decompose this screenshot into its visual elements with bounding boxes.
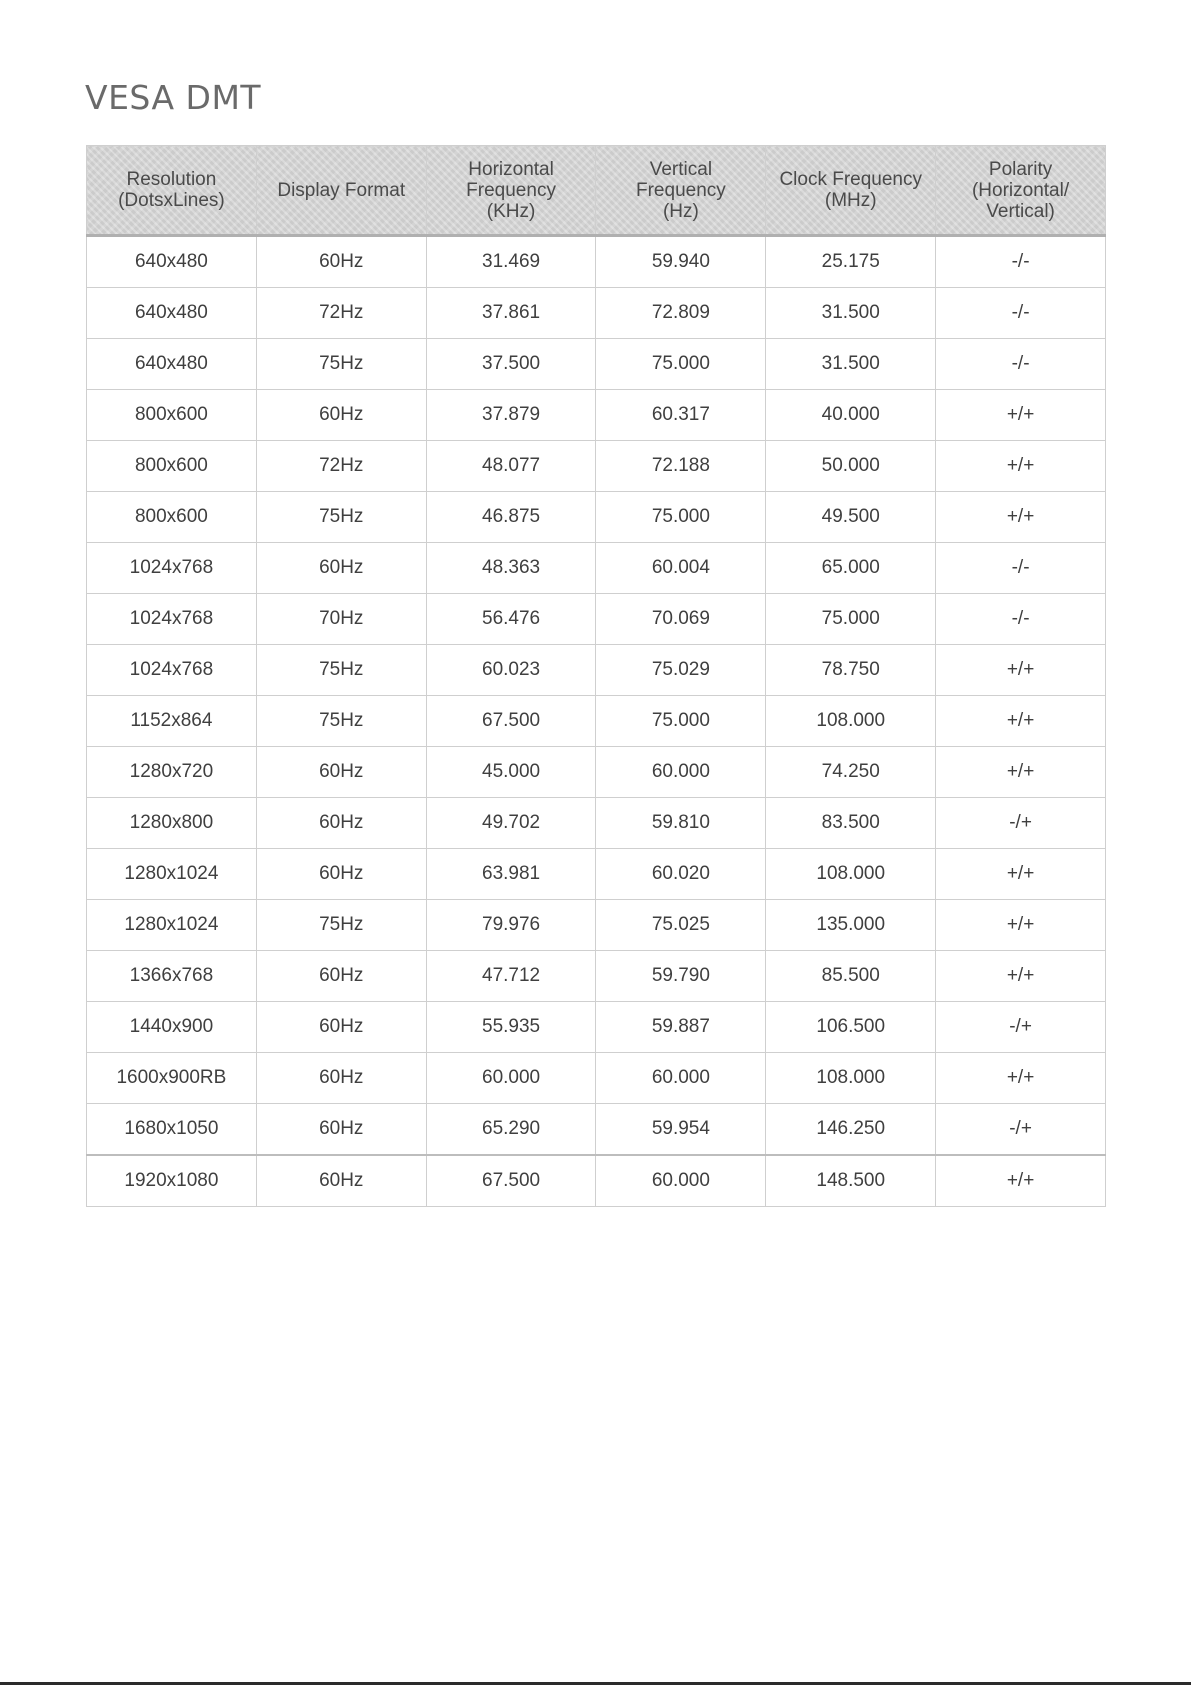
cell-polarity: +/+ (936, 492, 1106, 543)
cell-horizontal-frequency: 37.861 (426, 288, 596, 339)
cell-resolution: 640x480 (87, 236, 257, 288)
cell-display-format: 60Hz (256, 1002, 426, 1053)
table-row (87, 492, 1106, 543)
cell-resolution: 1920x1080 (87, 1155, 257, 1207)
cell-vertical-frequency: 60.000 (596, 747, 766, 798)
header-line: Polarity (988, 158, 1053, 180)
table-row (87, 1104, 1106, 1156)
cell-horizontal-frequency: 37.879 (426, 390, 596, 441)
table-row (87, 236, 1106, 288)
cell-display-format: 75Hz (256, 339, 426, 390)
cell-clock-frequency: 108.000 (766, 849, 936, 900)
cell-display-format: 60Hz (256, 390, 426, 441)
cell-horizontal-frequency: 48.077 (426, 441, 596, 492)
cell-display-format: 72Hz (256, 288, 426, 339)
header-resolution (87, 146, 257, 236)
cell-clock-frequency: 108.000 (766, 1053, 936, 1104)
table-row (87, 288, 1106, 339)
cell-polarity: -/+ (936, 798, 1106, 849)
cell-horizontal-frequency: 37.500 (426, 339, 596, 390)
table-row (87, 849, 1106, 900)
header-line: Display Format (277, 179, 406, 201)
cell-horizontal-frequency: 67.500 (426, 1155, 596, 1207)
cell-vertical-frequency: 75.025 (596, 900, 766, 951)
table-row (87, 951, 1106, 1002)
header-line: (Hz) (662, 200, 699, 222)
cell-horizontal-frequency: 46.875 (426, 492, 596, 543)
cell-polarity: +/+ (936, 951, 1106, 1002)
table-row (87, 696, 1106, 747)
cell-resolution: 1024x768 (87, 543, 257, 594)
cell-horizontal-frequency: 56.476 (426, 594, 596, 645)
table-body (87, 236, 1106, 1207)
cell-display-format: 70Hz (256, 594, 426, 645)
cell-clock-frequency: 65.000 (766, 543, 936, 594)
cell-horizontal-frequency: 63.981 (426, 849, 596, 900)
cell-resolution: 800x600 (87, 390, 257, 441)
header-horizontal-frequency (426, 146, 596, 236)
cell-horizontal-frequency: 48.363 (426, 543, 596, 594)
table-row (87, 1002, 1106, 1053)
cell-clock-frequency: 50.000 (766, 441, 936, 492)
header-clock-frequency (766, 146, 936, 236)
header-line: (MHz) (824, 190, 877, 211)
cell-display-format: 72Hz (256, 441, 426, 492)
cell-clock-frequency: 108.000 (766, 696, 936, 747)
cell-display-format: 60Hz (256, 1104, 426, 1156)
cell-vertical-frequency: 60.004 (596, 543, 766, 594)
cell-resolution: 1440x900 (87, 1002, 257, 1053)
page-title: VESA DMT (85, 78, 262, 117)
cell-clock-frequency: 49.500 (766, 492, 936, 543)
cell-display-format: 60Hz (256, 951, 426, 1002)
header-line: Clock Frequency (779, 169, 922, 190)
cell-vertical-frequency: 59.954 (596, 1104, 766, 1156)
cell-vertical-frequency: 75.000 (596, 339, 766, 390)
header-line: Resolution (126, 169, 217, 190)
cell-clock-frequency: 78.750 (766, 645, 936, 696)
cell-resolution: 1280x800 (87, 798, 257, 849)
cell-clock-frequency: 31.500 (766, 288, 936, 339)
cell-polarity: -/+ (936, 1002, 1106, 1053)
cell-clock-frequency: 40.000 (766, 390, 936, 441)
cell-horizontal-frequency: 79.976 (426, 900, 596, 951)
cell-vertical-frequency: 72.809 (596, 288, 766, 339)
table-row (87, 390, 1106, 441)
table-row (87, 645, 1106, 696)
table-row (87, 1155, 1106, 1207)
cell-display-format: 60Hz (256, 1053, 426, 1104)
cell-display-format: 60Hz (256, 236, 426, 288)
cell-display-format: 75Hz (256, 900, 426, 951)
cell-polarity: +/+ (936, 645, 1106, 696)
header-line: (KHz) (486, 200, 536, 222)
cell-horizontal-frequency: 49.702 (426, 798, 596, 849)
cell-resolution: 1024x768 (87, 594, 257, 645)
header-line: Vertical) (986, 200, 1055, 222)
cell-horizontal-frequency: 31.469 (426, 236, 596, 288)
cell-clock-frequency: 148.500 (766, 1155, 936, 1207)
cell-horizontal-frequency: 65.290 (426, 1104, 596, 1156)
cell-vertical-frequency: 75.029 (596, 645, 766, 696)
vesa-dmt-table (86, 145, 1106, 1207)
cell-resolution: 1280x1024 (87, 849, 257, 900)
cell-polarity: -/- (936, 543, 1106, 594)
cell-vertical-frequency: 60.020 (596, 849, 766, 900)
table-row (87, 747, 1106, 798)
cell-vertical-frequency: 72.188 (596, 441, 766, 492)
cell-polarity: +/+ (936, 849, 1106, 900)
cell-polarity: -/- (936, 288, 1106, 339)
table-row (87, 900, 1106, 951)
table-row (87, 441, 1106, 492)
header-polarity (936, 146, 1106, 236)
cell-clock-frequency: 146.250 (766, 1104, 936, 1156)
cell-polarity: -/+ (936, 1104, 1106, 1156)
table-row (87, 543, 1106, 594)
table-row (87, 798, 1106, 849)
table-row (87, 594, 1106, 645)
cell-clock-frequency: 85.500 (766, 951, 936, 1002)
header-display-format (256, 146, 426, 236)
table-header (87, 146, 1106, 236)
cell-resolution: 1152x864 (87, 696, 257, 747)
cell-vertical-frequency: 60.317 (596, 390, 766, 441)
cell-horizontal-frequency: 60.000 (426, 1053, 596, 1104)
cell-vertical-frequency: 59.790 (596, 951, 766, 1002)
cell-polarity: +/+ (936, 1053, 1106, 1104)
header-line: Frequency (636, 179, 726, 201)
cell-resolution: 800x600 (87, 492, 257, 543)
cell-resolution: 1280x1024 (87, 900, 257, 951)
cell-resolution: 800x600 (87, 441, 257, 492)
cell-vertical-frequency: 59.887 (596, 1002, 766, 1053)
header-line: (DotsxLines) (118, 190, 225, 211)
cell-vertical-frequency: 59.810 (596, 798, 766, 849)
cell-polarity: +/+ (936, 441, 1106, 492)
table-row (87, 1053, 1106, 1104)
header-row (87, 146, 1106, 236)
cell-polarity: +/+ (936, 747, 1106, 798)
cell-resolution: 640x480 (87, 339, 257, 390)
cell-clock-frequency: 31.500 (766, 339, 936, 390)
cell-polarity: -/- (936, 594, 1106, 645)
cell-clock-frequency: 135.000 (766, 900, 936, 951)
cell-resolution: 1600x900RB (87, 1053, 257, 1104)
cell-display-format: 75Hz (256, 645, 426, 696)
cell-resolution: 1024x768 (87, 645, 257, 696)
header-line: Vertical (649, 158, 713, 180)
cell-horizontal-frequency: 60.023 (426, 645, 596, 696)
cell-resolution: 640x480 (87, 288, 257, 339)
cell-display-format: 60Hz (256, 849, 426, 900)
header-line: Frequency (466, 179, 556, 201)
cell-polarity: -/- (936, 339, 1106, 390)
cell-polarity: +/+ (936, 696, 1106, 747)
cell-display-format: 60Hz (256, 543, 426, 594)
cell-clock-frequency: 83.500 (766, 798, 936, 849)
header-vertical-frequency (596, 146, 766, 236)
cell-display-format: 75Hz (256, 696, 426, 747)
cell-horizontal-frequency: 47.712 (426, 951, 596, 1002)
cell-horizontal-frequency: 55.935 (426, 1002, 596, 1053)
cell-vertical-frequency: 60.000 (596, 1053, 766, 1104)
cell-polarity: -/- (936, 236, 1106, 288)
cell-clock-frequency: 74.250 (766, 747, 936, 798)
cell-polarity: +/+ (936, 1155, 1106, 1207)
cell-polarity: +/+ (936, 390, 1106, 441)
vesa-dmt-table-container (86, 145, 1106, 1207)
cell-clock-frequency: 25.175 (766, 236, 936, 288)
cell-clock-frequency: 75.000 (766, 594, 936, 645)
cell-display-format: 60Hz (256, 747, 426, 798)
cell-horizontal-frequency: 67.500 (426, 696, 596, 747)
table-row (87, 339, 1106, 390)
cell-display-format: 60Hz (256, 798, 426, 849)
cell-vertical-frequency: 75.000 (596, 696, 766, 747)
header-line: Horizontal (468, 158, 554, 180)
cell-horizontal-frequency: 45.000 (426, 747, 596, 798)
cell-vertical-frequency: 59.940 (596, 236, 766, 288)
cell-polarity: +/+ (936, 900, 1106, 951)
cell-resolution: 1366x768 (87, 951, 257, 1002)
cell-resolution: 1280x720 (87, 747, 257, 798)
cell-resolution: 1680x1050 (87, 1104, 257, 1156)
header-line: (Horizontal/ (971, 179, 1070, 201)
cell-vertical-frequency: 60.000 (596, 1155, 766, 1207)
cell-vertical-frequency: 70.069 (596, 594, 766, 645)
cell-display-format: 75Hz (256, 492, 426, 543)
cell-display-format: 60Hz (256, 1155, 426, 1207)
cell-clock-frequency: 106.500 (766, 1002, 936, 1053)
cell-vertical-frequency: 75.000 (596, 492, 766, 543)
